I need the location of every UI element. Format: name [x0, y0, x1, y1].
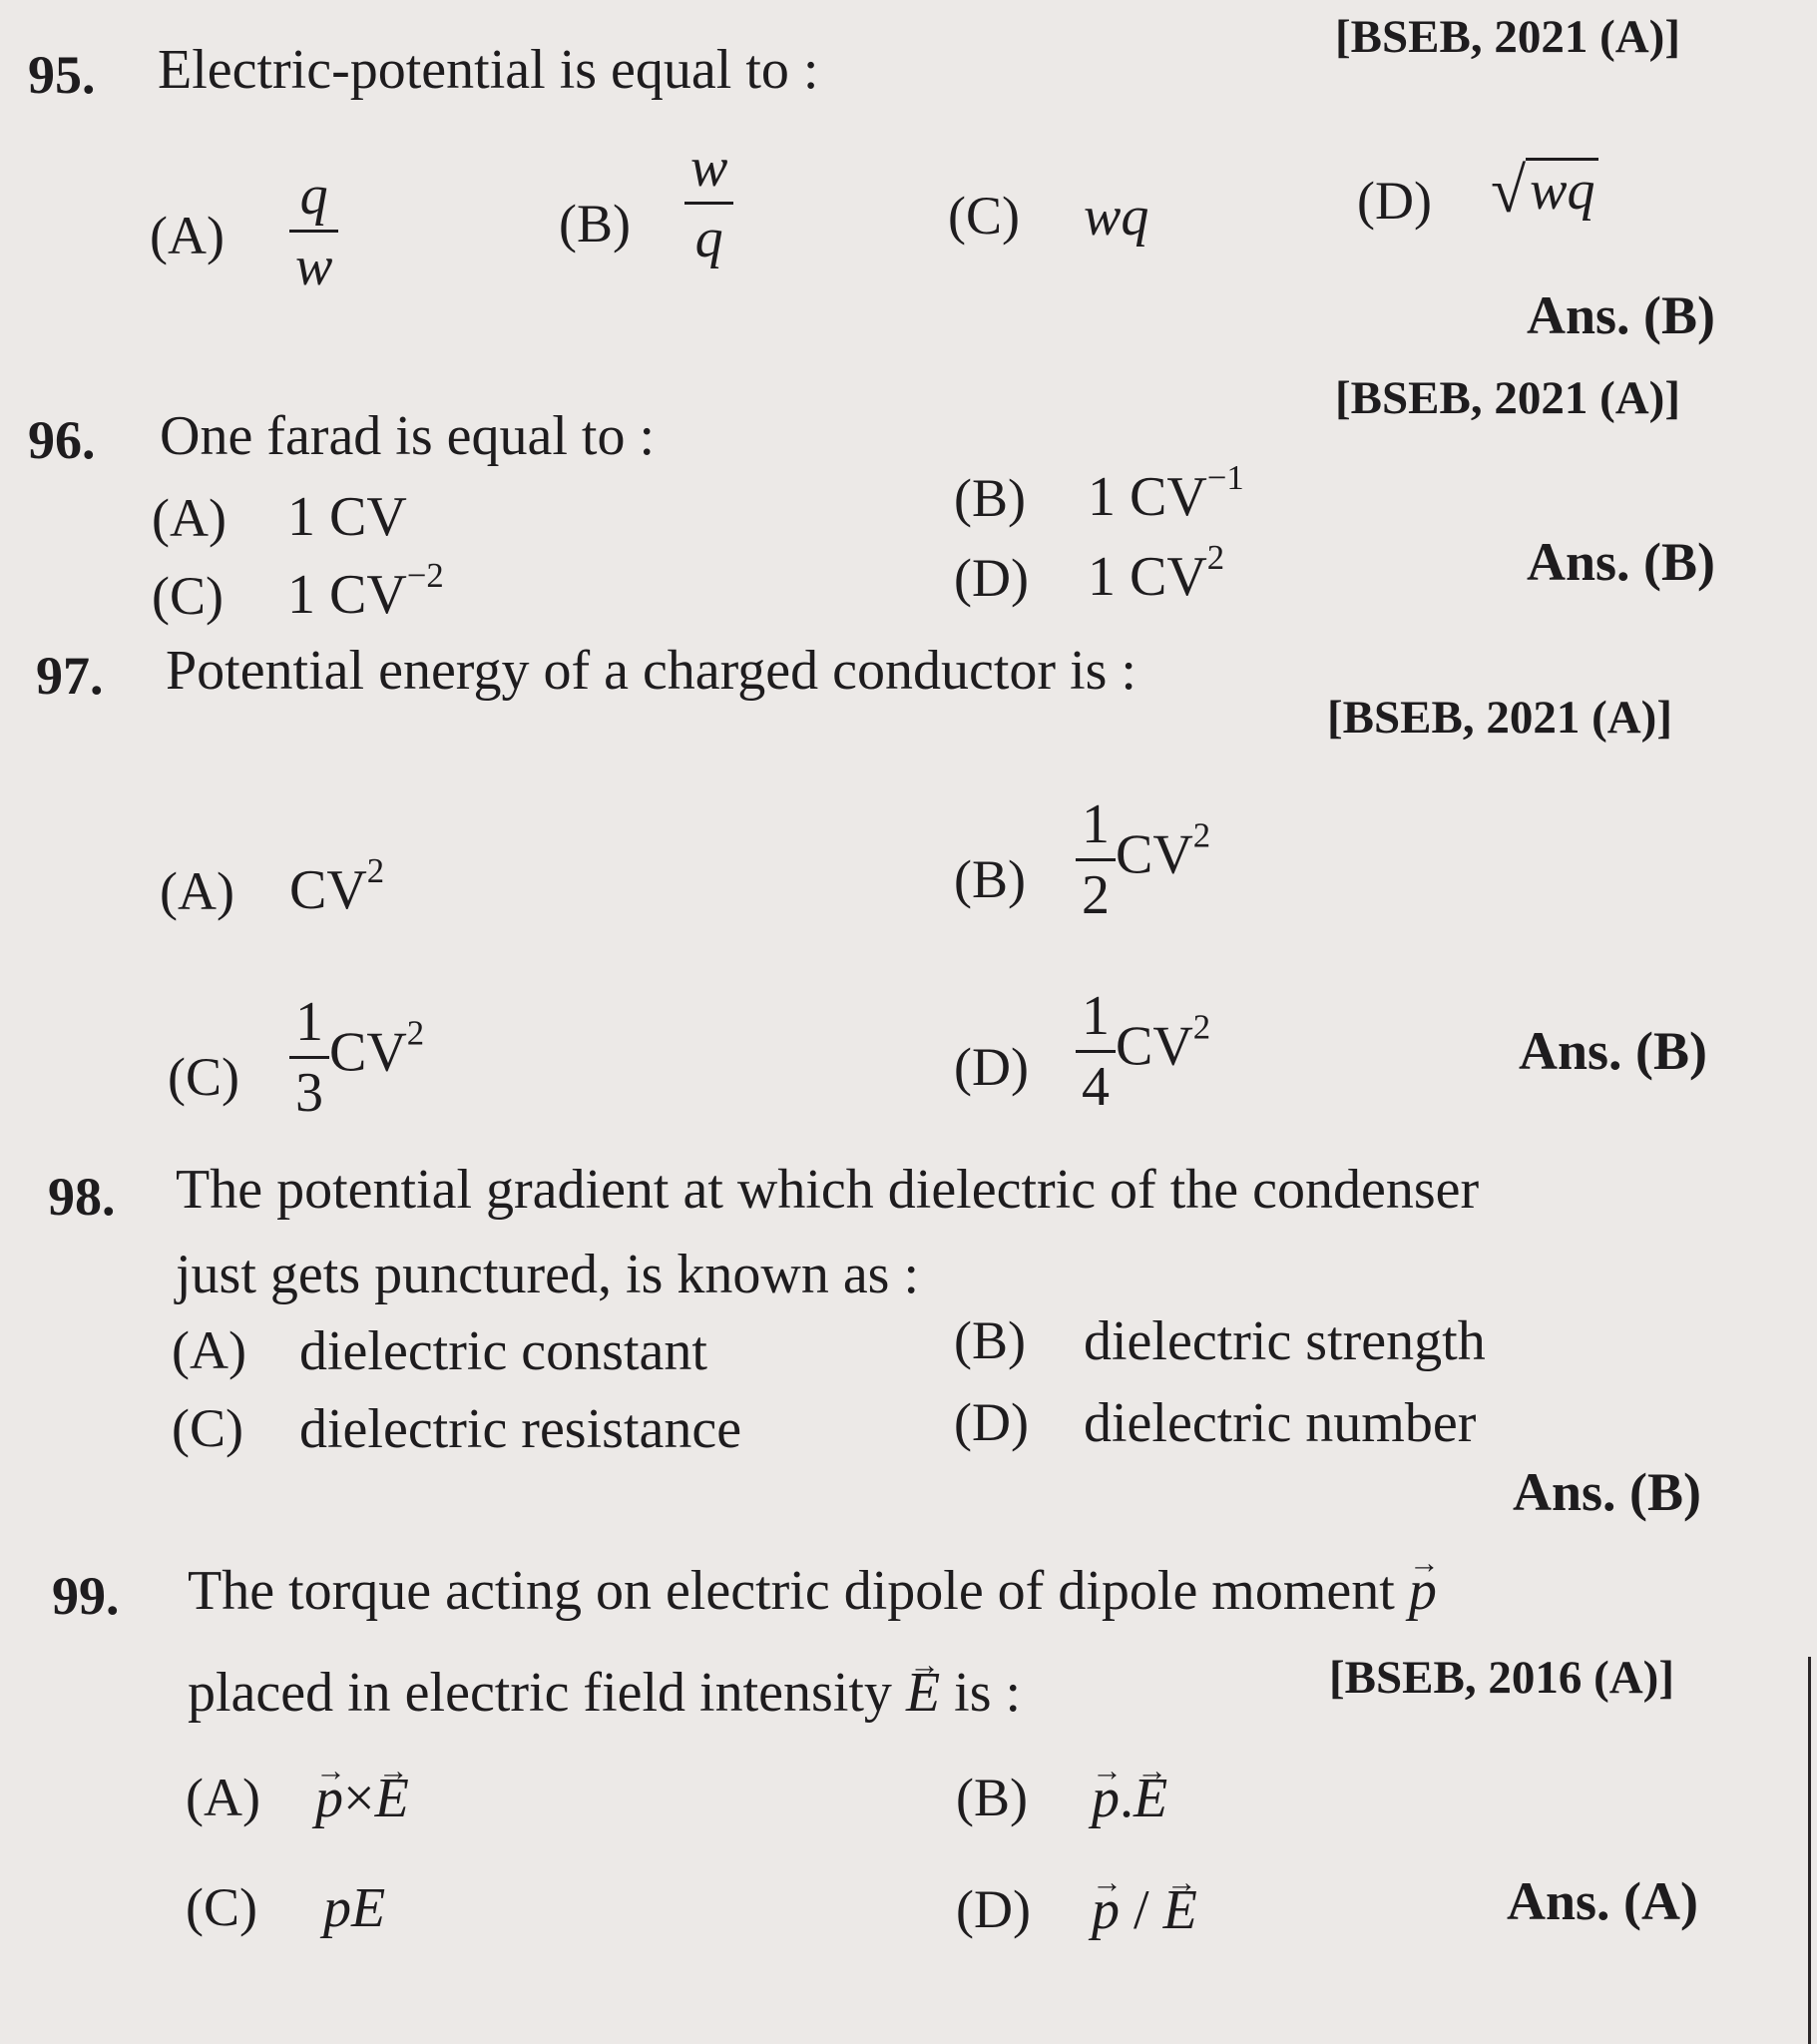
answer: Ans. (B)	[1519, 1021, 1708, 1081]
option-label-a: (A)	[152, 488, 227, 548]
option-b: dielectric strength	[1084, 1310, 1486, 1372]
option-c: pE	[323, 1877, 386, 1939]
option-label-c: (C)	[948, 186, 1020, 246]
option-label-c: (C)	[168, 1047, 239, 1107]
option-label-b: (B)	[956, 1768, 1028, 1827]
option-b: → p.→ E	[1092, 1767, 1167, 1830]
option-c: 1 $CV^{-2}$	[287, 555, 444, 626]
question-text-line1: The potential gradient at which dielectric of the condenser	[176, 1159, 1480, 1221]
question-text: Potential energy of a charged conductor is :	[166, 640, 1136, 702]
option-a: 1 CV	[287, 486, 407, 548]
exam-source: [BSEB, 2021 (A)]	[1327, 692, 1672, 744]
option-label-a: (A)	[172, 1320, 246, 1380]
option-label-c: (C)	[186, 1877, 257, 1937]
option-a: $CV^2$	[289, 850, 385, 921]
option-d: dielectric number	[1084, 1392, 1477, 1454]
option-c: wq	[1084, 186, 1149, 248]
option-label-d: (D)	[954, 1392, 1029, 1452]
answer: Ans. (B)	[1513, 1462, 1702, 1522]
question-number: 99.	[52, 1566, 120, 1626]
question-number: 95.	[28, 45, 96, 105]
option-label-b: (B)	[559, 194, 631, 254]
question-text-line2: just gets punctured, is known as :	[176, 1244, 920, 1305]
option-b: $\frac{w}{q}$	[684, 140, 733, 266]
option-d: 1 $CV^2$	[1088, 537, 1225, 608]
exam-source: [BSEB, 2021 (A)]	[1335, 11, 1680, 63]
option-label-d: (D)	[954, 1037, 1029, 1097]
option-c: $\frac{1}{3}$ $CV^2$	[289, 994, 424, 1121]
answer: Ans. (A)	[1507, 1871, 1699, 1931]
option-label-d: (D)	[954, 548, 1029, 608]
question-text-line1: The torque acting on electric dipole of dipole moment → p	[188, 1559, 1437, 1623]
question-number: 98.	[48, 1167, 116, 1227]
option-label-c: (C)	[152, 566, 224, 626]
option-label-b: (B)	[954, 849, 1026, 909]
option-b: 1 $CV^{-1}$	[1088, 457, 1244, 528]
option-label-c: (C)	[172, 1398, 243, 1458]
option-a: $\frac{q}{w}$	[289, 168, 338, 294]
question-text-line2: placed in electric field intensity → E is :	[188, 1661, 1021, 1725]
question-text: Electric-potential is equal to :	[158, 39, 819, 101]
option-label-b: (B)	[954, 1310, 1026, 1370]
exam-source: [BSEB, 2021 (A)]	[1335, 372, 1680, 424]
sqrt-icon: √	[1491, 154, 1527, 226]
option-d: √ wq	[1491, 158, 1598, 226]
question-text: One farad is equal to :	[160, 405, 656, 467]
page-edge-rule	[1808, 1657, 1811, 2044]
question-number: 97.	[36, 646, 104, 706]
option-label-d: (D)	[956, 1879, 1031, 1939]
option-b: $\frac{1}{2}$ $CV^2$	[1076, 796, 1210, 923]
option-label-d: (D)	[1357, 171, 1432, 231]
option-label-a: (A)	[186, 1768, 260, 1827]
option-a: → p×→ E	[315, 1767, 409, 1830]
option-c: dielectric resistance	[299, 1398, 742, 1460]
answer: Ans. (B)	[1527, 285, 1716, 345]
option-d: → p / → E	[1092, 1878, 1197, 1942]
option-d: $\frac{1}{4}$ $CV^2$	[1076, 988, 1210, 1115]
question-number: 96.	[28, 410, 96, 470]
option-label-a: (A)	[160, 861, 234, 921]
exam-source: [BSEB, 2016 (A)]	[1329, 1652, 1674, 1704]
option-label-b: (B)	[954, 468, 1026, 528]
option-a: dielectric constant	[299, 1320, 707, 1382]
option-label-a: (A)	[150, 206, 225, 265]
answer: Ans. (B)	[1527, 532, 1716, 592]
